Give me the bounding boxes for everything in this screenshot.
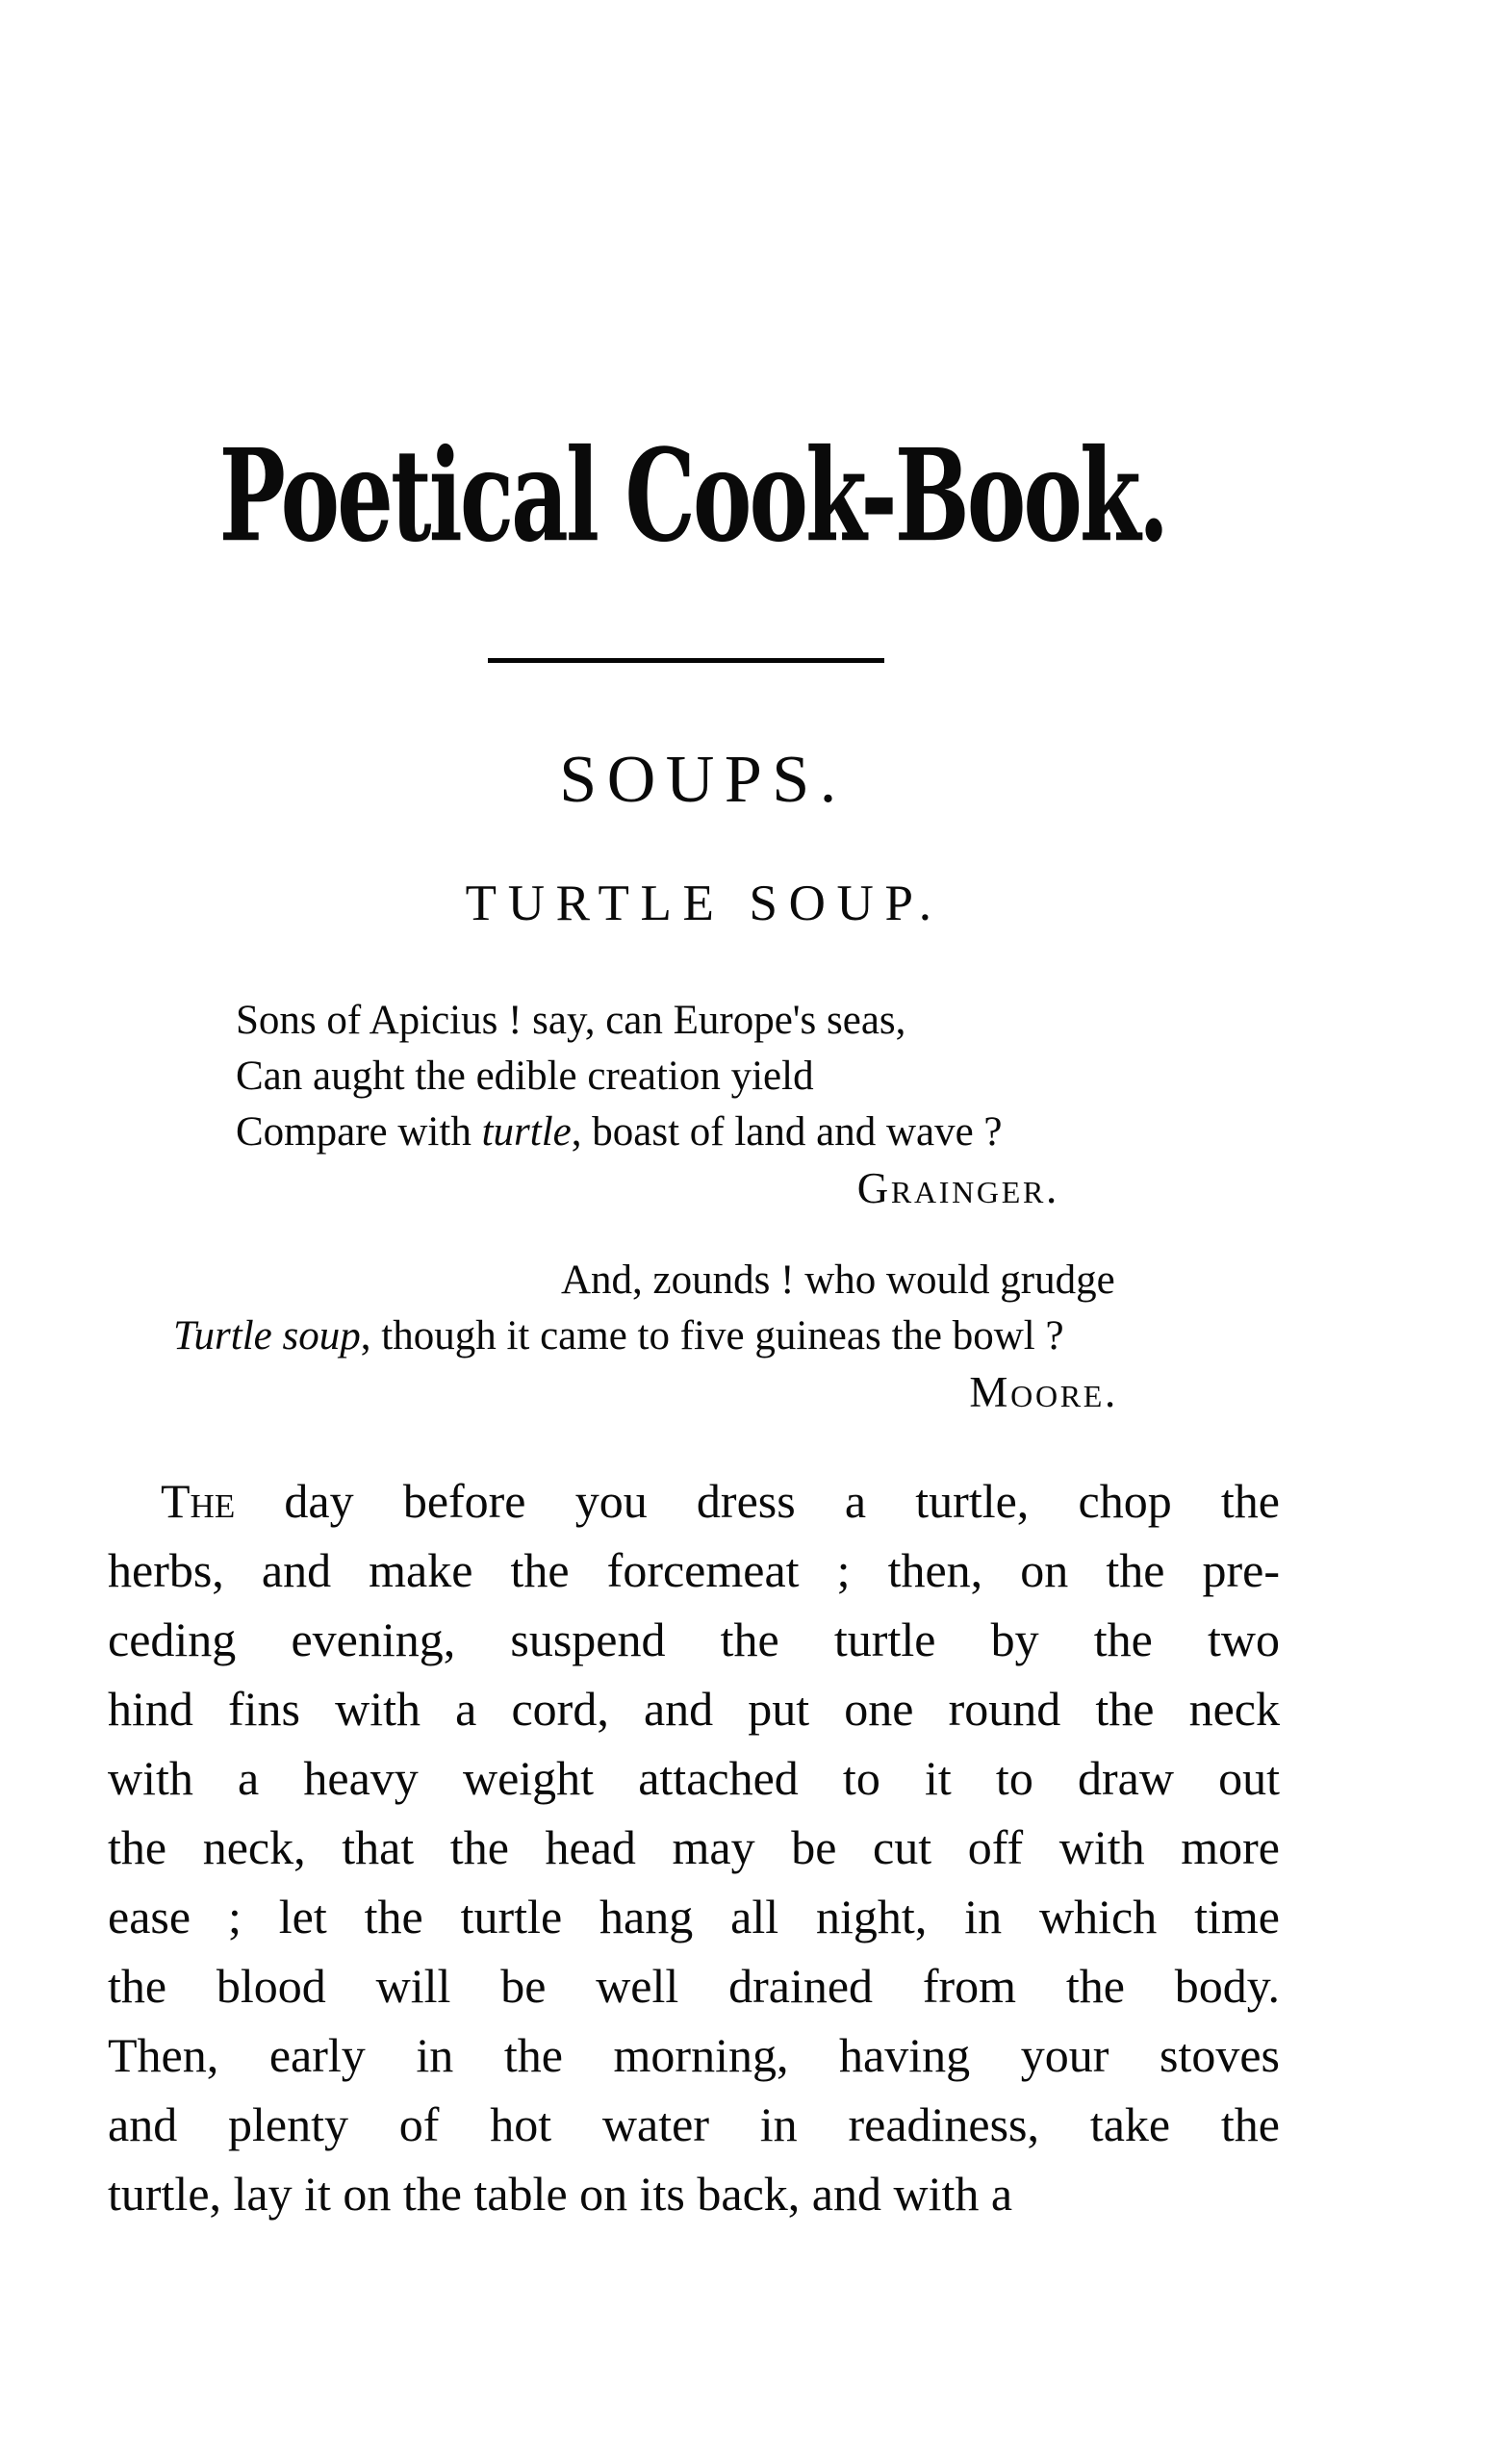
body-line: ceding evening, suspend the turtle by the two [108,1613,1280,1666]
body-line: with a heavy weight attached to it to draw out [108,1751,1280,1805]
verse-text: , boast of land and wave ? [571,1109,1003,1155]
verse-text: Can aught the edible creation yield [236,1054,814,1099]
verse-text: , though it came to five guineas the bowl ? [360,1313,1064,1359]
title-divider-rule [488,658,884,663]
body-line [108,1466,1280,1536]
verse-text-italic: Turtle soup [173,1313,361,1359]
printed-area [106,0,1280,2464]
body-line: hind fins with a cord, and put one round the neck [108,1682,1280,1736]
verse-line [106,1253,1280,1308]
verse-text: Sons of Apicius ! say, can Europe's seas, [236,998,906,1043]
verse-attribution [106,1160,1280,1216]
attribution-text: Moore. [969,1368,1118,1416]
verse-line [106,1308,1280,1364]
book-title: Poetical Cook-Book. [218,420,1167,571]
verse-text-italic: turtle [481,1109,572,1155]
epigraph-grainger [106,993,1280,1216]
body-line: ease ; let the turtle hang all night, in which time [108,1890,1280,1943]
attribution-text: Grainger. [856,1164,1059,1212]
section-heading: SOUPS. [559,743,847,817]
body-line: the neck, that the head may be cut off with more [108,1820,1280,1874]
lead-word-small-caps: The [161,1474,236,1528]
verse-line [106,993,1280,1049]
body-line-text: day before you dress a turtle, chop the [235,1474,1280,1528]
body-line: Then, early in the morning, having your stoves [108,2028,1280,2082]
body-line: turtle, lay it on the table on its back, and with a [108,2167,1013,2221]
body-line: and plenty of hot water in readiness, take the [108,2097,1280,2151]
epigraph-moore [106,1253,1280,1420]
verse-text: Compare with [236,1109,482,1155]
verse-attribution [106,1364,1280,1420]
body-line: the blood will be well drained from the body. [108,1959,1280,2013]
body-line: herbs, and make the forcemeat ; then, on the pre- [108,1543,1280,1597]
verse-text: And, zounds ! who would grudge [561,1257,1115,1303]
verse-line [106,1105,1280,1160]
verse-line [106,1049,1280,1105]
recipe-heading: TURTLE SOUP. [465,876,943,931]
recipe-body [108,1466,1280,2228]
